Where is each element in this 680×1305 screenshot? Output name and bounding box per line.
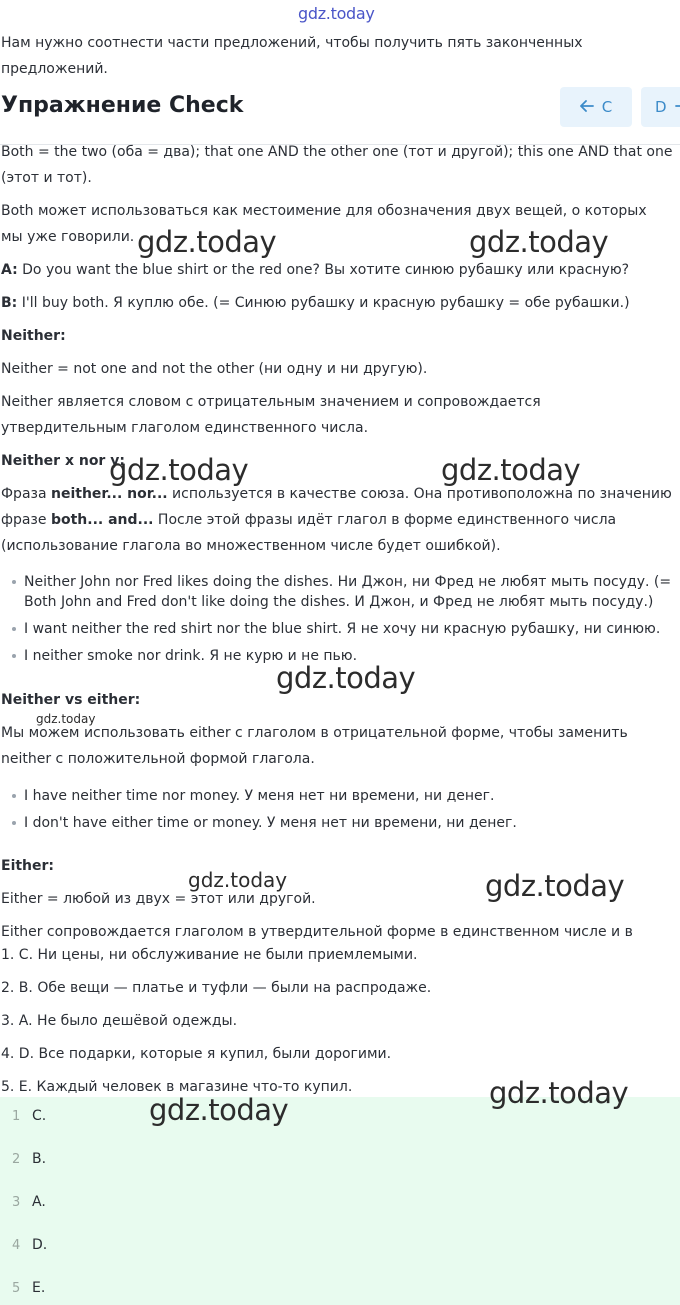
neither-heading: Neither: [1, 328, 66, 344]
intro-line: предложений. [1, 61, 108, 77]
neither-nor-explanation [1, 481, 673, 559]
answer-sentence: 3. A. Не было дешёвой одежды. [1, 1013, 238, 1029]
example-text: I'll buy both. Я куплю обе. (= Синюю рубашку и красную рубашку = обе рубашки.) [17, 295, 630, 311]
answer-row [0, 1233, 47, 1257]
answer-number: 4 [12, 1237, 21, 1253]
either-definition: Either = любой из двух = этот или другой. [1, 891, 316, 907]
either-examples-list [10, 786, 678, 840]
next-exercise-button[interactable] [641, 87, 680, 127]
answer-value: B. [32, 1151, 47, 1167]
both-definition [1, 139, 673, 191]
answer-value: E. [32, 1280, 46, 1296]
either-verb-note: Either сопровождается глаголом в утвердительной форме в единственном числе и в [1, 924, 633, 940]
watermark: gdz.today [188, 868, 288, 892]
answer-sentence: 2. B. Обе вещи — платье и туфли — были на распродаже. [1, 980, 432, 996]
answer-value: C. [32, 1108, 47, 1124]
task-intro [1, 30, 601, 82]
list-item: Neither John nor Fred likes doing the dishes. Ни Джон, ни Фред не любят мыть посуду. (= Both John and Fred don't like doing the dishes. И Джон, и Фред не любят мыть посуду.) [10, 572, 678, 612]
watermark: gdz.today [276, 661, 416, 695]
site-watermark-header: gdz.today [298, 4, 375, 23]
speaker-label: B: [1, 295, 18, 311]
neither-vs-either-note [1, 720, 673, 772]
neither-nor-heading: Neither x nor y: [1, 453, 125, 469]
arrow-right-icon [675, 98, 680, 116]
answer-value: D. [32, 1237, 48, 1253]
answer-sentence: 1. C. Ни цены, ни обслуживание не были приемлемыми. [1, 947, 418, 963]
text-line: мы уже говорили. [1, 229, 135, 245]
text-line: Мы можем использовать either с глаголом в отрицательной форме, чтобы заменить [1, 725, 628, 741]
next-exercise-label: D [655, 98, 667, 116]
neither-vs-either-heading: Neither vs either: [1, 692, 141, 708]
text-line: Neither является словом с отрицательным значением и сопровождается [1, 394, 541, 410]
neither-definition: Neither = not one and not the other (ни одну и ни другую). [1, 361, 428, 377]
arrow-left-icon [580, 98, 594, 116]
watermark: gdz.today [109, 453, 249, 487]
either-heading: Either: [1, 858, 55, 874]
text-line: (этот и тот). [1, 170, 92, 186]
answer-row [0, 1190, 46, 1214]
answer-row [0, 1276, 45, 1300]
answer-row [0, 1104, 46, 1128]
list-item: I have neither time nor money. У меня нет ни времени, ни денег. [10, 786, 678, 806]
neither-negative-note [1, 389, 673, 441]
example-a [1, 257, 673, 283]
answer-value: A. [32, 1194, 46, 1210]
exercise-title: Упражнение Check [1, 93, 244, 118]
prev-exercise-button[interactable] [560, 87, 632, 127]
text-line: neither с положительной формой глагола. [1, 751, 315, 767]
answer-number: 3 [12, 1194, 21, 1210]
intro-line: Нам нужно соотнести части предложений, чтобы получить пять законченных [1, 35, 583, 51]
answer-number: 5 [12, 1280, 21, 1296]
speaker-label: A: [1, 262, 18, 278]
list-item: I neither smoke nor drink. Я не курю и не пью. [10, 646, 678, 666]
text-line: Both может использоваться как местоимение для обозначения двух вещей, о которых [1, 203, 647, 219]
watermark: gdz.today [137, 225, 277, 259]
list-item: I want neither the red shirt nor the blue shirt. Я не хочу ни красную рубашку, ни синюю. [10, 619, 678, 639]
prev-exercise-label: C [601, 98, 613, 116]
watermark: gdz.today [485, 869, 625, 903]
watermark: gdz.today [469, 225, 609, 259]
answer-row [0, 1147, 46, 1171]
neither-examples-list [10, 572, 678, 673]
text-line: Both = the two (оба = два); that one AND the other one (тот и другой); this one AND that one [1, 144, 673, 160]
answer-sentence: 5. E. Каждый человек в магазине что-то купил. [1, 1079, 353, 1095]
text-line: (использование глагола во множественном числе будет ошибкой). [1, 538, 501, 554]
list-item: I don't have either time or money. У меня нет ни времени, ни денег. [10, 813, 678, 833]
example-text: Do you want the blue shirt or the red one? Вы хотите синюю рубашку или красную? [17, 262, 630, 278]
watermark: gdz.today [149, 1093, 289, 1127]
text-line: Фраза neither... nor... используется в качестве союза. Она противоположна по значению [1, 486, 672, 502]
answer-sentence: 4. D. Все подарки, которые я купил, были дорогими. [1, 1046, 392, 1062]
answer-number: 2 [12, 1151, 21, 1167]
watermark: gdz.today [441, 453, 581, 487]
text-line: утвердительным глаголом единственного числа. [1, 420, 369, 436]
answer-number: 1 [12, 1108, 21, 1124]
watermark: gdz.today [489, 1076, 629, 1110]
example-b [1, 290, 673, 316]
watermark: gdz.today [36, 712, 96, 726]
text-line: фразе both... and... После этой фразы идёт глагол в форме единственного числа [1, 512, 617, 528]
